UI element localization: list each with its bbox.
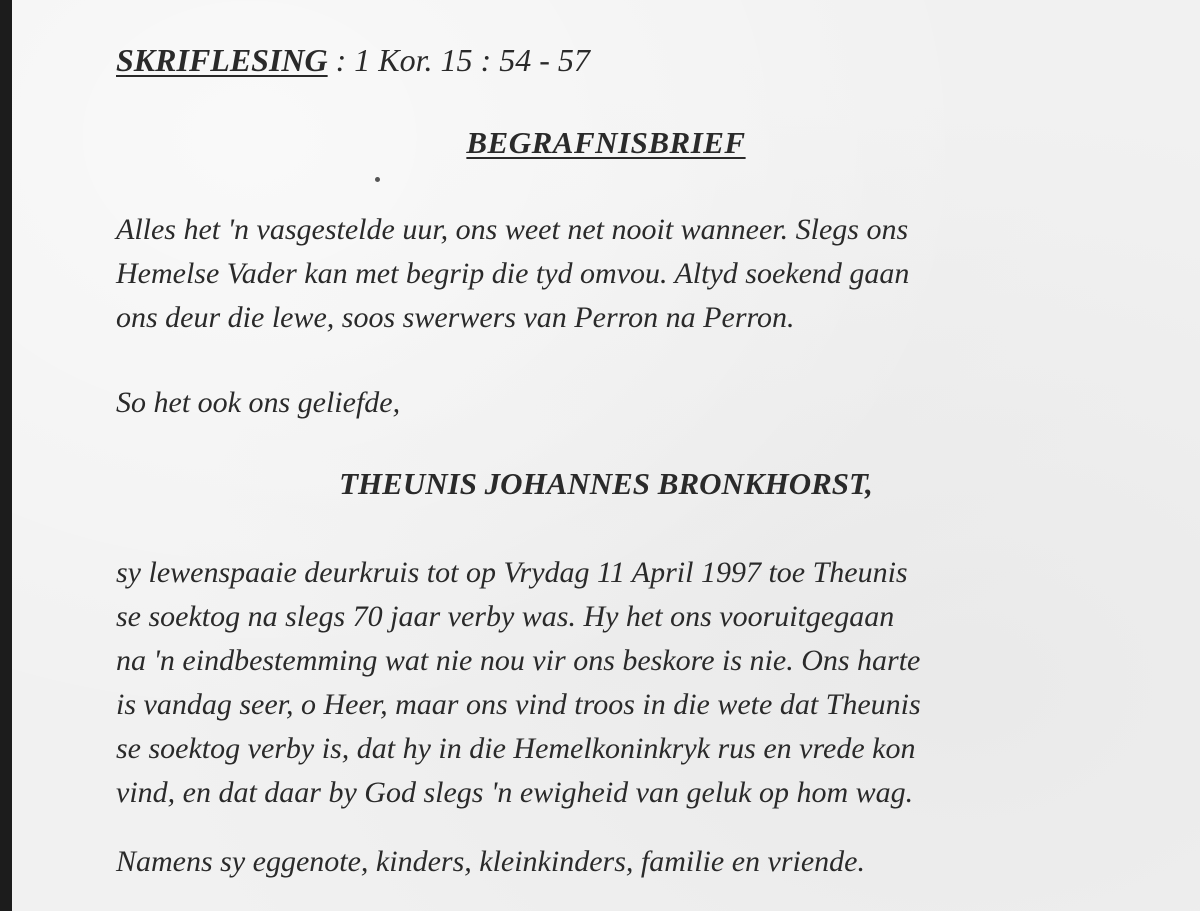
intro-line: ons deur die lewe, soos swerwers van Perron na Perron. bbox=[116, 301, 795, 334]
scripture-reading-separator: : bbox=[335, 42, 347, 78]
deceased-name: THEUNIS JOHANNES BRONKHORST, bbox=[339, 466, 873, 501]
funeral-letter-page bbox=[12, 0, 1200, 911]
scripture-reading bbox=[116, 38, 590, 82]
lead-line: So het ook ons geliefde, bbox=[116, 386, 401, 419]
scripture-reference: 1 Kor. 15 : 54 - 57 bbox=[354, 42, 590, 78]
letter-title: BEGRAFNISBRIEF bbox=[466, 125, 746, 160]
intro-line: Alles het 'n vasgestelde uur, ons weet net nooit wanneer. Slegs ons bbox=[116, 213, 909, 246]
body-line: sy lewenspaaie deurkruis tot op Vrydag 11 April 1997 toe Theunis bbox=[116, 556, 908, 589]
intro-paragraph bbox=[116, 208, 1112, 340]
closing-line: Namens sy eggenote, kinders, kleinkinders, familie en vriende. bbox=[116, 845, 865, 878]
scripture-reading-label: SKRIFLESING bbox=[116, 42, 328, 78]
body-line: vind, en dat daar by God slegs 'n ewigheid van geluk op hom wag. bbox=[116, 776, 914, 809]
body-line: se soektog na slegs 70 jaar verby was. Hy het ons vooruitgegaan bbox=[116, 600, 895, 633]
body-paragraph bbox=[116, 551, 1112, 815]
body-line: se soektog verby is, dat hy in die Hemelkoninkryk rus en vrede kon bbox=[116, 732, 916, 765]
body-line: na 'n eindbestemming wat nie nou vir ons beskore is nie. Ons harte bbox=[116, 644, 921, 677]
body-line: is vandag seer, o Heer, maar ons vind troos in die wete dat Theunis bbox=[116, 688, 921, 721]
intro-line: Hemelse Vader kan met begrip die tyd omvou. Altyd soekend gaan bbox=[116, 257, 910, 290]
paper-speck bbox=[375, 177, 380, 182]
